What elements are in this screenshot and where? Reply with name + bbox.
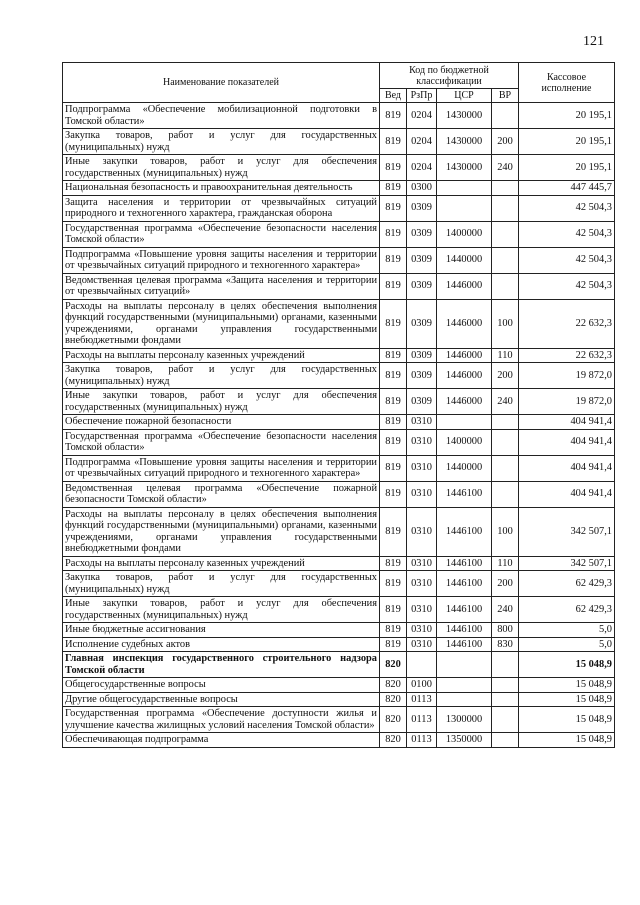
header-ved: Вед bbox=[380, 89, 407, 103]
row-rzpr: 0310 bbox=[407, 455, 437, 481]
row-csr: 1300000 bbox=[437, 707, 492, 733]
row-ved: 820 bbox=[380, 692, 407, 707]
row-csr: 1400000 bbox=[437, 221, 492, 247]
row-amount: 20 195,1 bbox=[519, 155, 615, 181]
row-rzpr: 0100 bbox=[407, 678, 437, 693]
row-vr bbox=[492, 103, 519, 129]
row-name: Главная инспекция государственного строительного надзора Томской области bbox=[63, 652, 380, 678]
row-vr bbox=[492, 455, 519, 481]
table-row bbox=[63, 652, 615, 678]
row-csr: 1446000 bbox=[437, 348, 492, 363]
row-vr bbox=[492, 273, 519, 299]
row-csr: 1446000 bbox=[437, 363, 492, 389]
row-amount: 342 507,1 bbox=[519, 556, 615, 571]
row-rzpr: 0309 bbox=[407, 273, 437, 299]
row-csr: 1446000 bbox=[437, 299, 492, 348]
row-amount: 447 445,7 bbox=[519, 181, 615, 196]
table-row bbox=[63, 429, 615, 455]
row-vr: 100 bbox=[492, 507, 519, 556]
row-csr: 1446100 bbox=[437, 507, 492, 556]
row-ved: 819 bbox=[380, 556, 407, 571]
row-csr: 1446000 bbox=[437, 273, 492, 299]
table-row bbox=[63, 571, 615, 597]
row-name: Государственная программа «Обеспечение доступности жилья и улучшение качества жилищных условий населения Томской области» bbox=[63, 707, 380, 733]
row-vr bbox=[492, 733, 519, 748]
row-vr: 110 bbox=[492, 348, 519, 363]
row-ved: 819 bbox=[380, 363, 407, 389]
row-amount: 42 504,3 bbox=[519, 221, 615, 247]
row-ved: 820 bbox=[380, 678, 407, 693]
row-amount: 19 872,0 bbox=[519, 363, 615, 389]
row-name: Подпрограмма «Повышение уровня защиты населения и территории от чрезвычайных ситуаций природного и техногенного характера» bbox=[63, 455, 380, 481]
row-name: Национальная безопасность и правоохранительная деятельность bbox=[63, 181, 380, 196]
table-row bbox=[63, 707, 615, 733]
row-rzpr: 0309 bbox=[407, 195, 437, 221]
row-rzpr: 0309 bbox=[407, 363, 437, 389]
row-ved: 819 bbox=[380, 273, 407, 299]
table-row bbox=[63, 692, 615, 707]
row-csr: 1446100 bbox=[437, 556, 492, 571]
row-amount: 20 195,1 bbox=[519, 129, 615, 155]
table-row bbox=[63, 363, 615, 389]
row-name: Подпрограмма «Повышение уровня защиты населения и территории от чрезвычайных ситуаций природного и техногенного характера» bbox=[63, 247, 380, 273]
row-amount: 15 048,9 bbox=[519, 733, 615, 748]
row-amount: 20 195,1 bbox=[519, 103, 615, 129]
row-name: Иные закупки товаров, работ и услуг для обеспечения государственных (муниципальных) нужд bbox=[63, 155, 380, 181]
row-rzpr: 0310 bbox=[407, 429, 437, 455]
row-ved: 819 bbox=[380, 455, 407, 481]
row-name: Иные закупки товаров, работ и услуг для обеспечения государственных (муниципальных) нужд bbox=[63, 389, 380, 415]
row-csr: 1446100 bbox=[437, 637, 492, 652]
row-ved: 819 bbox=[380, 623, 407, 638]
row-rzpr: 0310 bbox=[407, 597, 437, 623]
row-amount: 404 941,4 bbox=[519, 415, 615, 430]
row-ved: 819 bbox=[380, 181, 407, 196]
row-ved: 820 bbox=[380, 652, 407, 678]
row-name: Расходы на выплаты персоналу в целях обеспечения выполнения функций государственными (муниципальными) органами, казенными учреждениями, органами управления государственными внебюджетными фондами bbox=[63, 507, 380, 556]
row-name: Государственная программа «Обеспечение безопасности населения Томской области» bbox=[63, 221, 380, 247]
header-kassa: Кассовое исполнение bbox=[519, 63, 615, 103]
row-amount: 22 632,3 bbox=[519, 299, 615, 348]
table-row bbox=[63, 455, 615, 481]
row-name: Защита населения и территории от чрезвычайных ситуаций природного и техногенного характера, гражданская оборона bbox=[63, 195, 380, 221]
row-amount: 15 048,9 bbox=[519, 652, 615, 678]
row-csr: 1446100 bbox=[437, 597, 492, 623]
row-vr bbox=[492, 429, 519, 455]
row-ved: 819 bbox=[380, 221, 407, 247]
row-rzpr: 0310 bbox=[407, 481, 437, 507]
row-rzpr: 0309 bbox=[407, 247, 437, 273]
budget-table bbox=[62, 62, 615, 748]
row-rzpr bbox=[407, 652, 437, 678]
row-vr: 240 bbox=[492, 597, 519, 623]
row-rzpr: 0310 bbox=[407, 623, 437, 638]
row-rzpr: 0113 bbox=[407, 733, 437, 748]
table-row bbox=[63, 348, 615, 363]
row-ved: 819 bbox=[380, 415, 407, 430]
table-row bbox=[63, 221, 615, 247]
row-amount: 5,0 bbox=[519, 623, 615, 638]
row-name: Другие общегосударственные вопросы bbox=[63, 692, 380, 707]
row-ved: 819 bbox=[380, 247, 407, 273]
row-ved: 819 bbox=[380, 195, 407, 221]
row-name: Государственная программа «Обеспечение безопасности населения Томской области» bbox=[63, 429, 380, 455]
row-ved: 820 bbox=[380, 707, 407, 733]
row-csr: 1440000 bbox=[437, 455, 492, 481]
row-vr bbox=[492, 652, 519, 678]
row-csr bbox=[437, 415, 492, 430]
row-vr: 200 bbox=[492, 571, 519, 597]
row-rzpr: 0300 bbox=[407, 181, 437, 196]
row-name: Расходы на выплаты персоналу в целях обеспечения выполнения функций государственными (муниципальными) органами, казенными учреждениями, органами управления государственными внебюджетными фондами bbox=[63, 299, 380, 348]
row-ved: 820 bbox=[380, 733, 407, 748]
table-row bbox=[63, 637, 615, 652]
header-name: Наименование показателей bbox=[63, 63, 380, 103]
row-ved: 819 bbox=[380, 597, 407, 623]
header-vr: ВР bbox=[492, 89, 519, 103]
table-row bbox=[63, 273, 615, 299]
row-rzpr: 0310 bbox=[407, 571, 437, 597]
row-amount: 62 429,3 bbox=[519, 597, 615, 623]
row-rzpr: 0204 bbox=[407, 129, 437, 155]
page-number: 121 bbox=[583, 34, 604, 49]
row-rzpr: 0309 bbox=[407, 348, 437, 363]
row-rzpr: 0310 bbox=[407, 507, 437, 556]
table-row bbox=[63, 129, 615, 155]
row-vr bbox=[492, 481, 519, 507]
row-vr: 200 bbox=[492, 129, 519, 155]
row-amount: 15 048,9 bbox=[519, 707, 615, 733]
row-vr: 240 bbox=[492, 155, 519, 181]
row-name: Подпрограмма «Обеспечение мобилизационной подготовки в Томской области» bbox=[63, 103, 380, 129]
table-row bbox=[63, 247, 615, 273]
row-name: Обеспечение пожарной безопасности bbox=[63, 415, 380, 430]
row-amount: 42 504,3 bbox=[519, 195, 615, 221]
row-ved: 819 bbox=[380, 348, 407, 363]
row-name: Закупка товаров, работ и услуг для государственных (муниципальных) нужд bbox=[63, 571, 380, 597]
row-csr: 1430000 bbox=[437, 155, 492, 181]
row-vr bbox=[492, 247, 519, 273]
row-csr: 1446100 bbox=[437, 623, 492, 638]
table-body bbox=[63, 103, 615, 748]
table-row bbox=[63, 103, 615, 129]
row-rzpr: 0310 bbox=[407, 637, 437, 652]
row-rzpr: 0204 bbox=[407, 155, 437, 181]
table-row bbox=[63, 181, 615, 196]
table-row bbox=[63, 556, 615, 571]
row-rzpr: 0310 bbox=[407, 556, 437, 571]
row-name: Обеспечивающая подпрограмма bbox=[63, 733, 380, 748]
row-rzpr: 0113 bbox=[407, 707, 437, 733]
row-name: Ведомственная целевая программа «Обеспечение пожарной безопасности Томской области» bbox=[63, 481, 380, 507]
row-name: Закупка товаров, работ и услуг для государственных (муниципальных) нужд bbox=[63, 129, 380, 155]
row-rzpr: 0309 bbox=[407, 221, 437, 247]
row-name: Общегосударственные вопросы bbox=[63, 678, 380, 693]
row-csr: 1430000 bbox=[437, 129, 492, 155]
row-amount: 404 941,4 bbox=[519, 429, 615, 455]
row-ved: 819 bbox=[380, 637, 407, 652]
row-amount: 22 632,3 bbox=[519, 348, 615, 363]
table-row bbox=[63, 389, 615, 415]
row-csr bbox=[437, 678, 492, 693]
row-vr bbox=[492, 692, 519, 707]
row-ved: 819 bbox=[380, 103, 407, 129]
row-vr bbox=[492, 678, 519, 693]
table-row bbox=[63, 507, 615, 556]
row-rzpr: 0310 bbox=[407, 415, 437, 430]
table-row bbox=[63, 155, 615, 181]
row-csr: 1440000 bbox=[437, 247, 492, 273]
header-rzpr: РзПр bbox=[407, 89, 437, 103]
row-amount: 342 507,1 bbox=[519, 507, 615, 556]
row-csr bbox=[437, 181, 492, 196]
row-rzpr: 0309 bbox=[407, 299, 437, 348]
row-name: Расходы на выплаты персоналу казенных учреждений bbox=[63, 556, 380, 571]
header-csr: ЦСР bbox=[437, 89, 492, 103]
row-ved: 819 bbox=[380, 129, 407, 155]
header-code-group: Код по бюджетной классификации bbox=[380, 63, 519, 89]
row-vr: 240 bbox=[492, 389, 519, 415]
row-csr: 1446100 bbox=[437, 571, 492, 597]
row-amount: 42 504,3 bbox=[519, 247, 615, 273]
table-row bbox=[63, 195, 615, 221]
table-row bbox=[63, 597, 615, 623]
row-vr: 830 bbox=[492, 637, 519, 652]
row-vr bbox=[492, 181, 519, 196]
row-amount: 19 872,0 bbox=[519, 389, 615, 415]
row-name: Иные бюджетные ассигнования bbox=[63, 623, 380, 638]
row-rzpr: 0309 bbox=[407, 389, 437, 415]
row-ved: 819 bbox=[380, 507, 407, 556]
row-rzpr: 0113 bbox=[407, 692, 437, 707]
row-csr: 1446000 bbox=[437, 389, 492, 415]
row-ved: 819 bbox=[380, 299, 407, 348]
row-vr: 110 bbox=[492, 556, 519, 571]
row-amount: 404 941,4 bbox=[519, 481, 615, 507]
row-name: Исполнение судебных актов bbox=[63, 637, 380, 652]
row-amount: 5,0 bbox=[519, 637, 615, 652]
row-amount: 15 048,9 bbox=[519, 692, 615, 707]
row-ved: 819 bbox=[380, 481, 407, 507]
row-vr bbox=[492, 707, 519, 733]
row-name: Расходы на выплаты персоналу казенных учреждений bbox=[63, 348, 380, 363]
row-ved: 819 bbox=[380, 429, 407, 455]
row-csr: 1446100 bbox=[437, 481, 492, 507]
table-row bbox=[63, 481, 615, 507]
row-vr: 800 bbox=[492, 623, 519, 638]
row-name: Закупка товаров, работ и услуг для государственных (муниципальных) нужд bbox=[63, 363, 380, 389]
row-name: Ведомственная целевая программа «Защита населения и территории от чрезвычайных ситуаций» bbox=[63, 273, 380, 299]
table-row bbox=[63, 299, 615, 348]
row-ved: 819 bbox=[380, 389, 407, 415]
table-row bbox=[63, 415, 615, 430]
row-csr bbox=[437, 195, 492, 221]
row-vr bbox=[492, 415, 519, 430]
table-row bbox=[63, 623, 615, 638]
table-row bbox=[63, 678, 615, 693]
row-name: Иные закупки товаров, работ и услуг для обеспечения государственных (муниципальных) нужд bbox=[63, 597, 380, 623]
table-row bbox=[63, 733, 615, 748]
row-csr bbox=[437, 652, 492, 678]
row-amount: 42 504,3 bbox=[519, 273, 615, 299]
row-rzpr: 0204 bbox=[407, 103, 437, 129]
row-amount: 15 048,9 bbox=[519, 678, 615, 693]
row-vr: 100 bbox=[492, 299, 519, 348]
row-vr: 200 bbox=[492, 363, 519, 389]
row-amount: 404 941,4 bbox=[519, 455, 615, 481]
row-amount: 62 429,3 bbox=[519, 571, 615, 597]
row-csr: 1430000 bbox=[437, 103, 492, 129]
row-ved: 819 bbox=[380, 155, 407, 181]
row-csr: 1350000 bbox=[437, 733, 492, 748]
row-ved: 819 bbox=[380, 571, 407, 597]
row-csr bbox=[437, 692, 492, 707]
row-vr bbox=[492, 221, 519, 247]
row-vr bbox=[492, 195, 519, 221]
row-csr: 1400000 bbox=[437, 429, 492, 455]
